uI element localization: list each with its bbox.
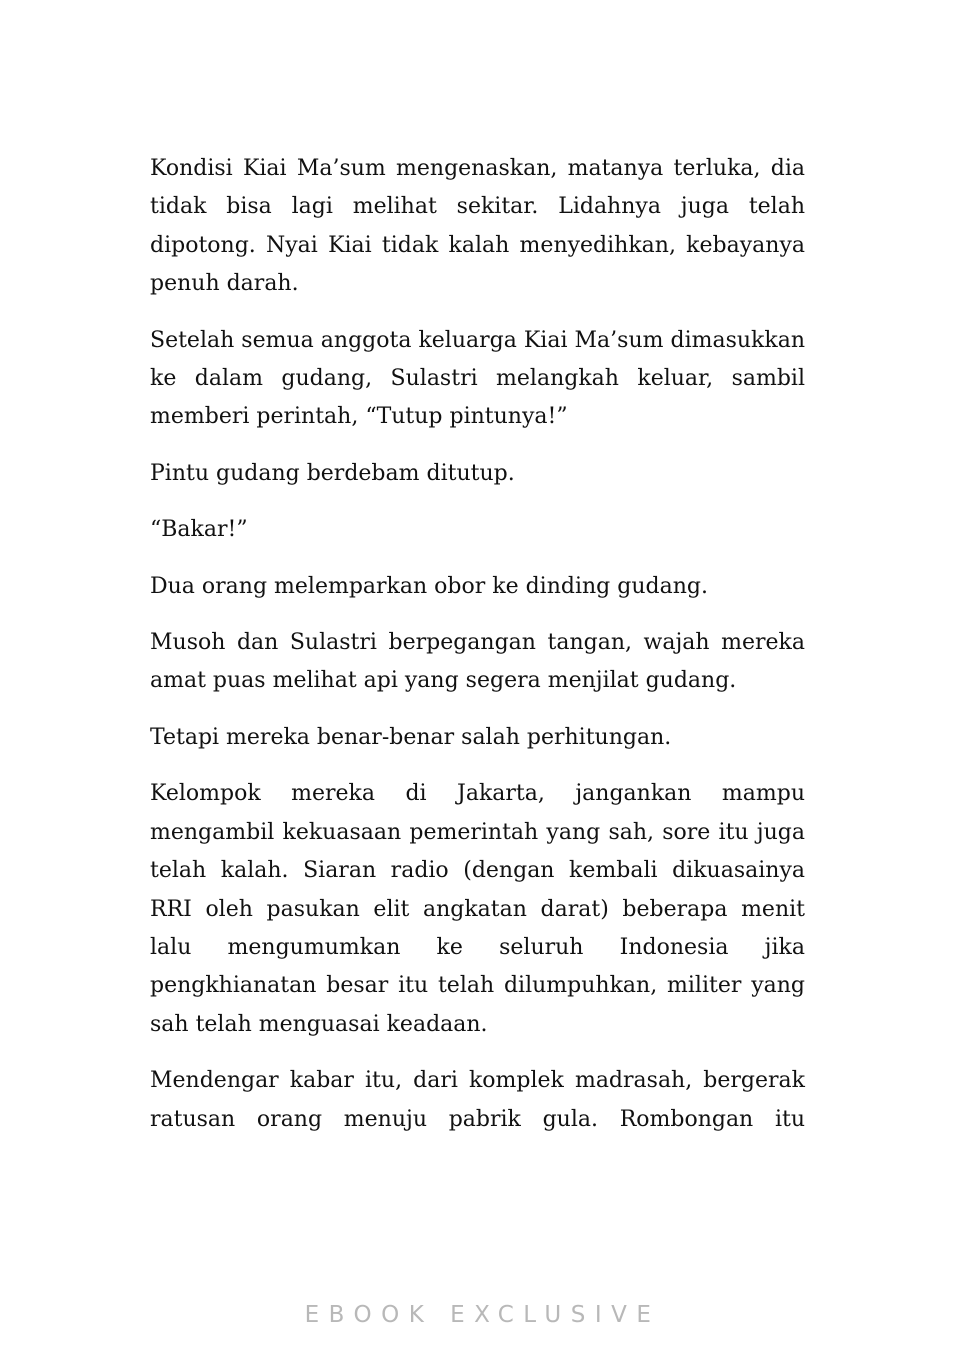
page-body <box>150 150 805 1157</box>
paragraph-6: Musoh dan Sulastri berpegangan tangan, wajah mereka amat puas melihat api yang segera menjilat gudang. <box>150 630 805 694</box>
paragraph-7: Tetapi mereka benar-benar salah perhitungan. <box>150 724 672 750</box>
paragraph-8: Kelompok mereka di Jakarta, jangankan mampu mengambil kekuasaan pemerintah yang sah, sore itu juga telah kalah. Siaran radio (dengan kembali dikuasainya RRI oleh pasukan elit angkatan darat) beberapa menit lalu mengumumkan ke seluruh Indonesia jika pengkhianatan besar itu telah dilumpuhkan, militer yang sah telah menguasai keadaan. <box>150 781 805 1037</box>
paragraph-5: Dua orang melemparkan obor ke dinding gudang. <box>150 573 708 599</box>
paragraph-2: Setelah semua anggota keluarga Kiai Ma’sum dimasukkan ke dalam gudang, Sulastri melangkah keluar, sambil memberi perintah, “Tutup pintunya!” <box>150 327 805 430</box>
paragraph-9: Mendengar kabar itu, dari komplek madrasah, bergerak ratusan orang menuju pabrik gula. Rombongan itu <box>150 1068 805 1132</box>
paragraph-1: Kondisi Kiai Ma’sum mengenaskan, matanya terluka, dia tidak bisa lagi melihat sekitar. Lidahnya juga telah dipotong. Nyai Kiai tidak kalah menyedihkan, kebayanya penuh darah. <box>150 156 805 297</box>
paragraph-4: “Bakar!” <box>150 517 248 543</box>
paragraph-3: Pintu gudang berdebam ditutup. <box>150 460 515 486</box>
footer-watermark: EBOOK EXCLUSIVE <box>304 1302 661 1328</box>
